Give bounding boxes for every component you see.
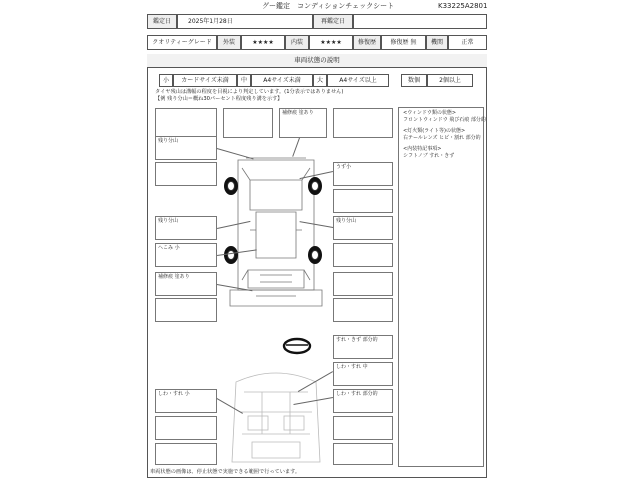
int-box-left-3 [155, 443, 217, 465]
int-box-left-2 [155, 416, 217, 440]
interior-stars-cell [309, 35, 353, 50]
legend-large: 大 [313, 74, 327, 87]
int-box-1 [333, 335, 393, 359]
wheel-rear-left-icon [224, 246, 238, 264]
ext-box-top-2 [223, 108, 273, 138]
date-value-cell [177, 14, 313, 29]
ext-box-left-1 [155, 136, 217, 160]
int-box-right [333, 389, 393, 413]
exterior-stars: ★★★★ [252, 38, 274, 46]
repair-label-cell: 修復歴 [353, 35, 381, 50]
legend-medium-desc: A4サイズ未満 [251, 74, 313, 87]
section-title: 車両状態の説明 [294, 56, 340, 65]
int-box-left-label: しわ・すれ 小 [158, 391, 190, 397]
legend-large-desc: A4サイズ以上 [327, 74, 389, 87]
ext-box-right-1 [333, 162, 393, 186]
ext-box-left-4-label: へこみ 小 [158, 245, 180, 251]
remarks-line-4: 右テールレンズ ヒビ・割れ 部分的 [403, 135, 481, 141]
int-box-left [155, 389, 217, 413]
ext-box-left-6 [155, 298, 217, 322]
ext-box-right-2 [333, 189, 393, 213]
int-box-2-label: しわ・すれ 中 [336, 364, 368, 370]
wheel-front-right-icon [308, 177, 322, 195]
footer-note: 車両状態の画像は、停止状態で実施できる範囲で行っています。 [150, 469, 301, 475]
ext-box-right-6 [333, 298, 393, 322]
remarks-line-3: <灯火類(ライト等)の状態> [403, 128, 466, 134]
ext-box-left-3-label: 残り分山 [158, 218, 179, 224]
section-title-bar [147, 54, 487, 68]
re-date-label-cell: 再鑑定日 [313, 14, 353, 29]
tire-example: 【例 残り分山＝概ね30パーセント程度残り溝を示す】 [155, 96, 283, 102]
ext-box-right-1-label: うず小 [336, 164, 352, 170]
ext-box-left-5-label: 補修痕 塗あり [158, 274, 190, 280]
int-box-right-label: しわ・すれ 部分的 [336, 391, 378, 397]
engine-value-cell: 正常 [448, 35, 487, 50]
ext-box-top-4 [333, 108, 393, 138]
exterior-label-cell: 外装 [217, 35, 241, 50]
ext-box-left-1-label: 残り分山 [158, 138, 179, 144]
legend-count: 数個 [401, 74, 427, 87]
tire-note: タイヤ残山は溝幅の程度を目視により判定しています。(1分表示ではありません) [155, 89, 344, 95]
ext-box-right-3-label: 残り分山 [336, 218, 357, 224]
int-box-right-3 [333, 443, 393, 465]
int-box-right-2 [333, 416, 393, 440]
re-date-value-cell [353, 14, 487, 29]
ext-box-left-4 [155, 243, 217, 267]
remarks-line-6: シフトノブ すれ・きず [403, 153, 455, 159]
date-value: 2025年1月28日 [188, 18, 233, 25]
int-box-1-label: すれ・きず 部分的 [336, 337, 378, 343]
ext-box-top-3-label: 補修痕 塗あり [282, 110, 314, 116]
engine-label-cell: 機関 [426, 35, 448, 50]
legend-small: 小 [159, 74, 173, 87]
remarks-line-1: <ウィンドウ類の状態> [403, 110, 457, 116]
legend-small-desc: カードサイズ未満 [173, 74, 237, 87]
int-box-2 [333, 362, 393, 386]
ext-box-right-3 [333, 216, 393, 240]
interior-stars: ★★★★ [320, 38, 342, 46]
ext-box-top-3 [279, 108, 327, 138]
legend-medium: 中 [237, 74, 251, 87]
car-interior-diagram [222, 362, 330, 466]
legend-count-desc: 2個以上 [427, 74, 473, 87]
ext-box-top-1 [155, 108, 217, 138]
wheel-rear-right-icon [308, 246, 322, 264]
ext-box-left-2 [155, 162, 217, 186]
ext-box-left-5 [155, 272, 217, 296]
interior-label-cell: 内装 [285, 35, 309, 50]
steering-wheel-icon [282, 336, 312, 356]
exterior-stars-cell [241, 35, 285, 50]
repair-value-cell: 修復歴 無 [381, 35, 426, 50]
ext-box-right-5 [333, 272, 393, 296]
quality-label-cell: クオリティーグレード [147, 35, 217, 50]
wheel-front-left-icon [224, 177, 238, 195]
sheet-title: グー鑑定 コンディションチェックシート [262, 2, 395, 10]
ext-box-left-3 [155, 216, 217, 240]
date-label-cell: 鑑定日 [147, 14, 177, 29]
remarks-line-2: フロントウィンドウ 飛び石痕 部分的 [403, 117, 486, 123]
sheet-id: K33225A2801 [438, 2, 488, 10]
remarks-panel [398, 107, 484, 467]
ext-box-right-4 [333, 243, 393, 267]
remarks-line-5: <内装特記事項> [403, 146, 442, 152]
